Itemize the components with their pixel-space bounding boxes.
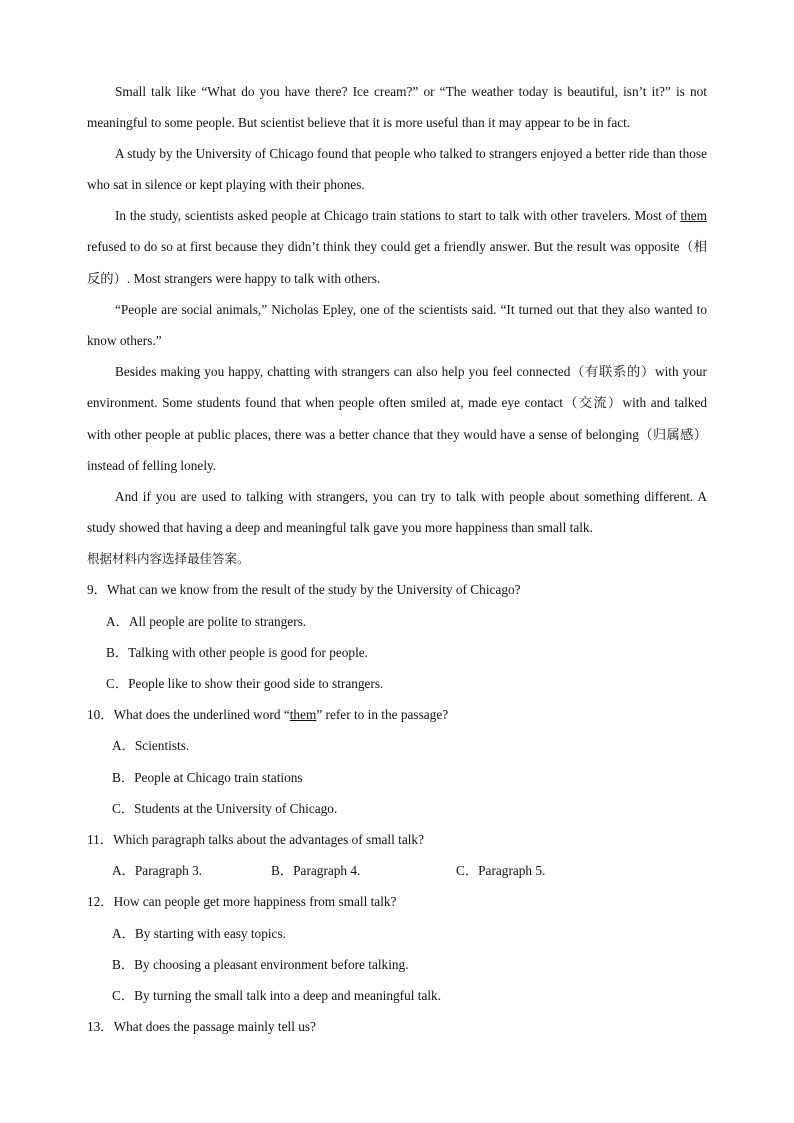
question-9-option-a[interactable]: A．All people are polite to strangers. (106, 614, 307, 629)
question-9-option-c[interactable]: C．People like to show their good side to strangers. (106, 676, 384, 691)
question-13-stem: 13．What does the passage mainly tell us? (87, 1019, 316, 1034)
question-10-underlined-word: them (289, 707, 317, 722)
question-10-stem-start: 10．What does the underlined word “ (87, 707, 290, 722)
question-11-option-c[interactable]: C．Paragraph 5. (456, 863, 546, 878)
paragraph-3-text-end: refused to do so at first because they didn’t think they could get a friendly answer. But the result was opposite（相反的）. Most strangers were happy to talk with others. (87, 239, 707, 286)
passage-paragraph-1: Small talk like “What do you have there? Ice cream?” or “The weather today is beautiful, isn’t it?” is not meaningful to some people. But scientist believe that it is more useful than it may appear to be in fact. (87, 84, 707, 131)
question-10-stem-end: ” refer to in the passage? (316, 707, 449, 722)
passage-paragraph-6: And if you are used to talking with strangers, you can try to talk with people about something different. A study showed that having a deep and meaningful talk gave you more happiness than small talk. (87, 489, 707, 536)
question-10-option-b[interactable]: B．People at Chicago train stations (112, 770, 303, 785)
question-12-option-a[interactable]: A．By starting with easy topics. (112, 926, 286, 941)
question-12-option-b[interactable]: B．By choosing a pleasant environment before talking. (112, 957, 409, 972)
passage-paragraph-5: Besides making you happy, chatting with strangers can also help you feel connected（有联系的）with your environment. Some students found that when people often smiled at, made eye contact（交流）with and talked with other people at public places, there was a better chance that they would have a sense of belonging（归属感）instead of felling lonely. (87, 364, 707, 473)
question-10-stem (87, 705, 448, 725)
question-9-option-b[interactable]: B．Talking with other people is good for people. (106, 645, 369, 660)
question-11-option-a[interactable]: A．Paragraph 3. (112, 863, 203, 878)
question-10-option-a[interactable]: A．Scientists. (112, 738, 190, 753)
question-11-stem: 11．Which paragraph talks about the advantages of small talk? (87, 832, 424, 847)
question-10-option-c[interactable]: C．Students at the University of Chicago. (112, 801, 338, 816)
passage-paragraph-3 (87, 200, 707, 294)
passage-paragraph-4: “People are social animals,” Nicholas Epley, one of the scientists said. “It turned out that they also wanted to know others.” (87, 302, 707, 349)
question-12-stem: 12．How can people get more happiness from small talk? (87, 894, 397, 909)
underlined-word-them: them (680, 208, 707, 223)
instruction-text: 根据材料内容选择最佳答案。 (87, 551, 250, 566)
question-12-option-c[interactable]: C．By turning the small talk into a deep and meaningful talk. (112, 988, 442, 1003)
question-11-option-b[interactable]: B．Paragraph 4. (271, 863, 361, 878)
passage-paragraph-2: A study by the University of Chicago found that people who talked to strangers enjoyed a better ride than those who sat in silence or kept playing with their phones. (87, 146, 707, 193)
paragraph-3-text-start: In the study, scientists asked people at Chicago train stations to start to talk with other travelers. Most of (115, 208, 681, 223)
question-9-stem: 9．What can we know from the result of the study by the University of Chicago? (87, 582, 521, 597)
